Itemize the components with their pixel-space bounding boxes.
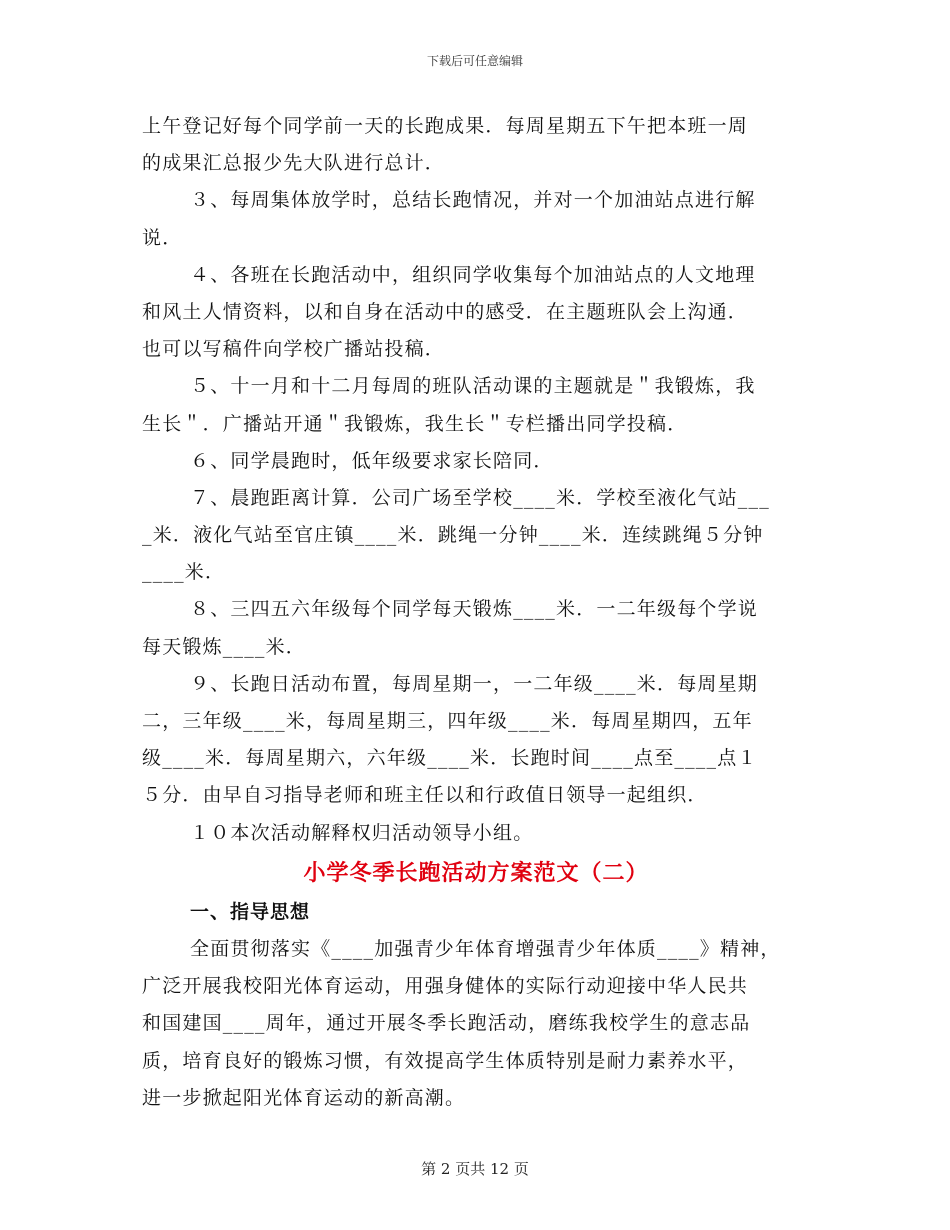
item-6-line: ６、同学晨跑时，低年级要求家长陪同． <box>190 449 554 472</box>
section-subhead: 一、指导思想 <box>190 900 311 923</box>
text-line: 广泛开展我校阳光体育运动，用强身健体的实际行动迎接中华人民共 <box>142 975 749 998</box>
text-line: 的成果汇总报少先大队进行总计． <box>142 152 446 175</box>
item-10-line: １０本次活动解释权归活动领导小组。 <box>190 821 534 844</box>
item-4-line: ４、各班在长跑活动中，组织同学收集每个加油站点的人文地理 <box>190 263 756 286</box>
item-8-line: ８、三四五六年级每个同学每天锻炼____米．一二年级每个学说 <box>190 598 759 621</box>
item-3-line: ３、每周集体放学时，总结长跑情况，并对一个加油站点进行解 <box>190 189 756 212</box>
text-line: 说． <box>142 226 183 249</box>
text-line: ５分．由早自习指导老师和班主任以和行政值日领导一起组织． <box>142 784 708 807</box>
text-line: 每天锻炼____米． <box>142 635 307 658</box>
text-line: 全面贯彻落实《____加强青少年体育增强青少年体质____》精神， <box>190 937 781 960</box>
text-line: 也可以写稿件向学校广播站投稿． <box>142 338 446 361</box>
text-line: 生长＂．广播站开通＂我锻炼，我生长＂专栏播出同学投稿． <box>142 412 688 435</box>
page-header: 下载后可任意编辑 <box>426 54 523 68</box>
section-title: 小学冬季长跑活动方案范文（二） <box>303 860 649 886</box>
item-5-line: ５、十一月和十二月每周的班队活动课的主题就是＂我锻炼，我 <box>190 375 756 398</box>
text-line: 进一步掀起阳光体育运动的新高潮。 <box>142 1086 466 1109</box>
page-footer: 第 2 页共 12 页 <box>421 1160 529 1178</box>
item-9-line: ９、长跑日活动布置，每周星期一，一二年级____米．每周星期 <box>190 672 759 695</box>
document-body <box>142 108 810 1117</box>
item-7-line: ７、晨跑距离计算．公司广场至学校____米．学校至液化气站___ <box>190 486 770 509</box>
text-line: _米．液化气站至官庄镇____米．跳绳一分钟____米．连续跳绳５分钟 <box>142 524 764 547</box>
text-line: 级____米．每周星期六，六年级____米．长跑时间____点至____点１ <box>142 747 758 770</box>
text-line: 和风土人情资料，以和自身在活动中的感受．在主题班队会上沟通． <box>142 300 749 323</box>
text-line: 和国建国____周年，通过开展冬季长跑活动，磨练我校学生的意志品 <box>142 1012 751 1035</box>
text-line: 上午登记好每个同学前一天的长跑成果．每周星期五下午把本班一周 <box>142 115 749 137</box>
text-line: 二，三年级____米，每周星期三，四年级____米．每周星期四，五年 <box>142 710 753 732</box>
text-line: ____米． <box>142 561 226 584</box>
text-line: 质，培育良好的锻炼习惯，有效提高学生体质特别是耐力素养水平， <box>142 1049 749 1072</box>
